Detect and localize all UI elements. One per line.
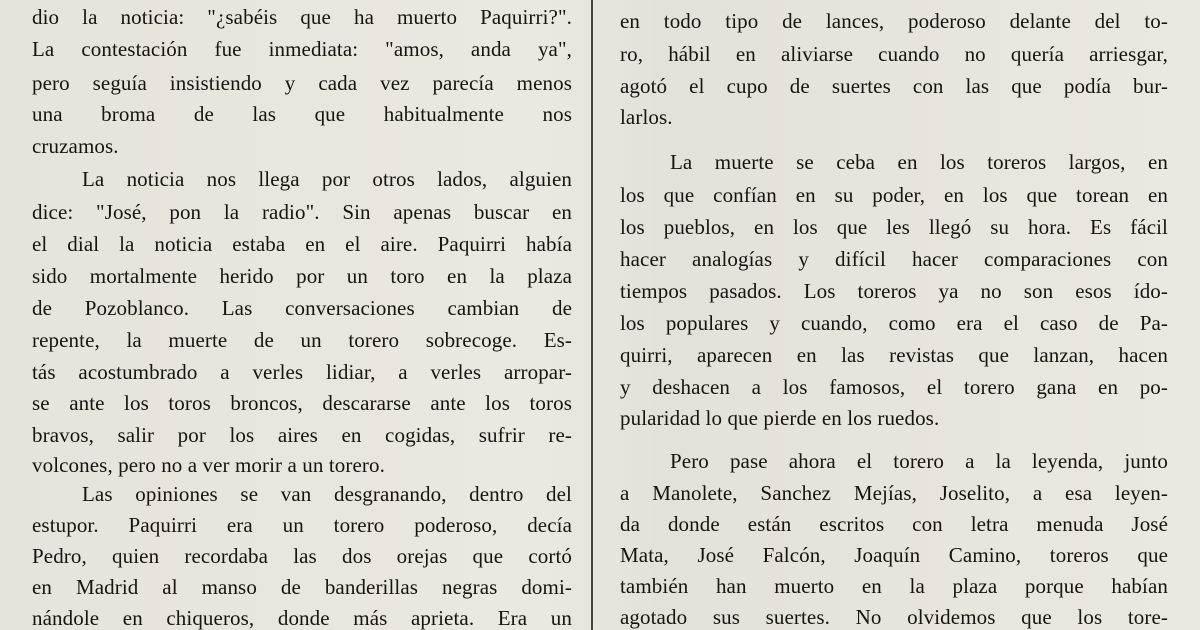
paragraph-first-line: La muerte se ceba en los toreros largos, en [670,150,1168,174]
text-line: dio la noticia: "¿sabéis que ha muerto Paquirri?". [32,5,572,29]
text-line: estupor. Paquirri era un torero poderoso, decía [32,513,572,537]
text-line: se ante los toros broncos, descararse ante los toros [32,391,572,415]
text-line: ro, hábil en aliviarse cuando no quería arriesgar, [620,42,1168,66]
text-line: volcones, pero no a ver morir a un torero. [32,453,385,477]
text-line: agotó el cupo de suertes con las que podía bur- [620,74,1168,98]
text-line: una broma de las que habitualmente nos [32,102,572,126]
text-line: a Manolete, Sanchez Mejías, Joselito, a esa leyen- [620,481,1168,505]
text-line: Pedro, quien recordaba las dos orejas que cortó [32,544,572,568]
text-line: sido mortalmente herido por un toro en la plaza [32,264,572,288]
text-line: nándole en chiqueros, donde más aprieta. Era un [32,606,572,630]
text-line: hacer analogías y difícil hacer comparaciones con [620,247,1168,271]
article-column-left [32,0,572,630]
text-line: en todo tipo de lances, poderoso delante del to- [620,9,1168,33]
article-column-right [620,0,1168,630]
text-line: tiempos pasados. Los toreros ya no son esos ído- [620,279,1168,303]
text-line: pularidad lo que pierde en los ruedos. [620,406,940,430]
paragraph-first-line: Las opiniones se van desgranando, dentro del [82,482,572,506]
text-line: dice: "José, pon la radio". Sin apenas buscar en [32,200,572,224]
text-line: bravos, salir por los aires en cogidas, sufrir re- [32,423,572,447]
text-line: y deshacen a los famosos, el torero gana en po- [620,375,1168,399]
text-line: agotado sus suertes. No olvidemos que los tore- [620,605,1168,629]
text-line: pero seguía insistiendo y cada vez parecía menos [32,71,572,95]
text-line: los pueblos, en los que les llegó su hora. Es fácil [620,215,1168,239]
text-line: Mata, José Falcón, Joaquín Camino, toreros que [620,543,1168,567]
text-line: los que confían en su poder, en los que torean en [620,183,1168,207]
column-divider [591,0,593,630]
text-line: de Pozoblanco. Las conversaciones cambian de [32,296,572,320]
paragraph-first-line: La noticia nos llega por otros lados, alguien [82,167,572,191]
text-line: repente, la muerte de un torero sobrecoge. Es- [32,328,572,352]
text-line: en Madrid al manso de banderillas negras domi- [32,575,572,599]
text-line: quirri, aparecen en las revistas que lanzan, hacen [620,343,1168,367]
text-line: cruzamos. [32,134,119,158]
text-line: larlos. [620,105,673,129]
text-line: también han muerto en la plaza porque habían [620,574,1168,598]
text-line: los populares y cuando, como era el caso de Pa- [620,311,1168,335]
text-line: tás acostumbrado a verles lidiar, a verles arropar- [32,360,572,384]
paragraph-first-line: Pero pase ahora el torero a la leyenda, junto [670,449,1168,473]
text-line: La contestación fue inmediata: "amos, anda ya", [32,37,572,61]
text-line: da donde están escritos con letra menuda José [620,512,1168,536]
text-line: el dial la noticia estaba en el aire. Paquirri había [32,232,572,256]
